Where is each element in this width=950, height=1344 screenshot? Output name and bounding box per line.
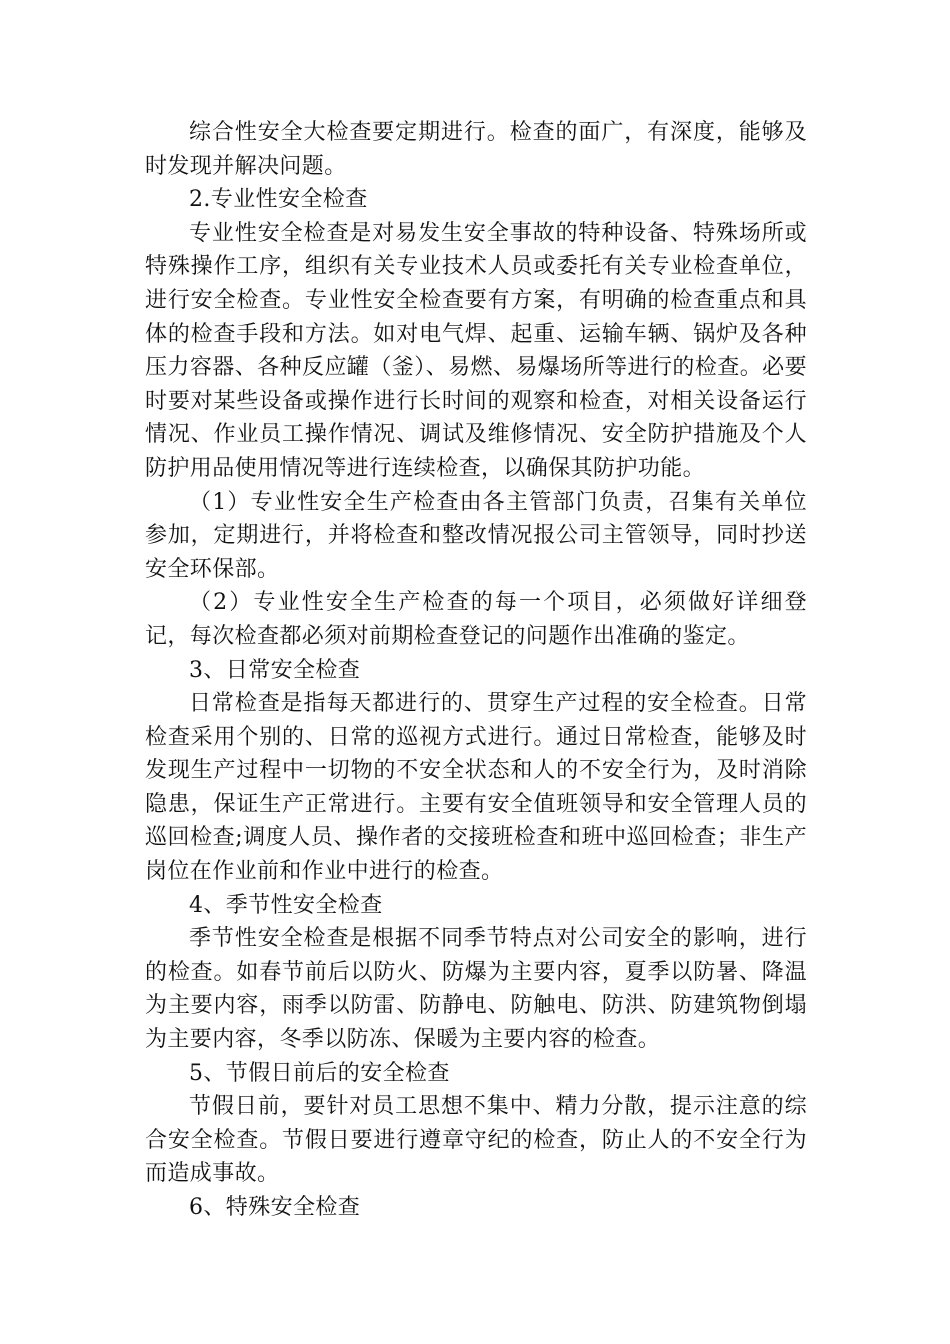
paragraph-professional-item-1: （1）专业性安全生产检查由各主管部门负责，召集有关单位参加，定期进行，并将检查和整改情况报公司主管领导，同时抄送安全环保部。 bbox=[145, 489, 807, 582]
heading-seasonal-inspection: 4、季节性安全检查 bbox=[189, 892, 383, 918]
heading-holiday-inspection: 5、节假日前后的安全检查 bbox=[189, 1060, 450, 1086]
paragraph-professional-inspection: 专业性安全检查是对易发生安全事故的特种设备、特殊场所或特殊操作工序，组织有关专业技术人员或委托有关专业检查单位，进行安全检查。专业性安全检查要有方案，有明确的检查重点和具体的检查手段和方法。如对电气焊、起重、运输车辆、锅炉及各种压力容器、各种反应罐（釜）、易燃、易爆场所等进行的检查。必要时要对某些设备或操作进行长时间的观察和检查，对相关设备运行情况、作业员工操作情况、调试及维修情况、安全防护措施及个人防护用品使用情况等进行连续检查，以确保其防护功能。 bbox=[145, 220, 807, 481]
heading-professional-inspection: 2.专业性安全检查 bbox=[189, 187, 368, 213]
paragraph-seasonal-inspection: 季节性安全检查是根据不同季节特点对公司安全的影响，进行的检查。如春节前后以防火、防爆为主要内容，夏季以防暑、降温为主要内容，雨季以防雷、防静电、防触电、防洪、防建筑物倒塌为主要内容，冬季以防冻、保暖为主要内容的检查。 bbox=[145, 926, 807, 1053]
paragraph-professional-item-2: （2）专业性安全生产检查的每一个项目，必须做好详细登记，每次检查都必须对前期检查登记的问题作出准确的鉴定。 bbox=[145, 590, 807, 649]
paragraph-daily-inspection: 日常检查是指每天都进行的、贯穿生产过程的安全检查。日常检查采用个别的、日常的巡视方式进行。通过日常检查，能够及时发现生产过程中一切物的不安全状态和人的不安全行为，及时消除隐患，保证生产正常进行。主要有安全值班领导和安全管理人员的巡回检查;调度人员、操作者的交接班检查和班中巡回检查；非生产岗位在作业前和作业中进行的检查。 bbox=[145, 691, 807, 885]
heading-special-inspection: 6、特殊安全检查 bbox=[189, 1195, 361, 1220]
paragraph-comprehensive-inspection: 综合性安全大检查要定期进行。检查的面广，有深度，能够及时发现并解决问题。 bbox=[145, 120, 807, 179]
document-body bbox=[145, 116, 807, 1225]
paragraph-holiday-inspection: 节假日前，要针对员工思想不集中、精力分散，提示注意的综合安全检查。节假日要进行遵章守纪的检查，防止人的不安全行为而造成事故。 bbox=[145, 1094, 807, 1187]
heading-daily-inspection: 3、日常安全检查 bbox=[189, 657, 361, 683]
